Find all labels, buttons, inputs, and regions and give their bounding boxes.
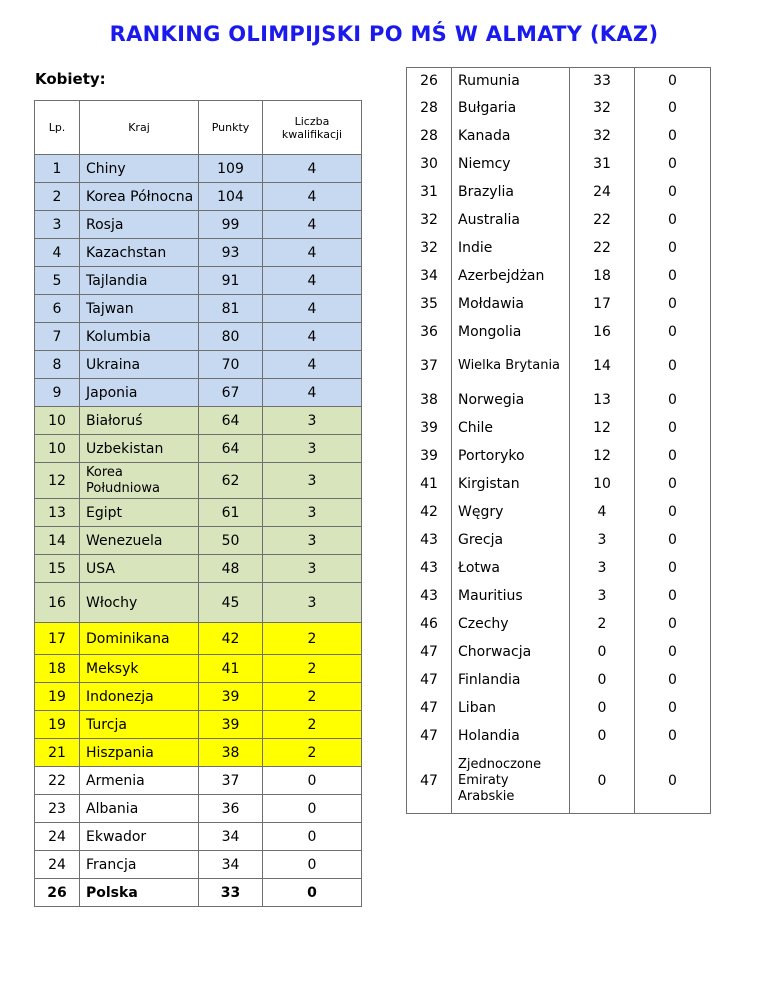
points-cell: 10 [570, 470, 635, 498]
right-table-row [407, 262, 711, 290]
rank-cell: 36 [407, 318, 452, 346]
country-cell: Polska [80, 879, 199, 907]
rank-cell: 5 [35, 267, 80, 295]
right-table-row [407, 94, 711, 122]
points-cell: 14 [570, 346, 635, 386]
qualifications-cell: 0 [635, 638, 711, 666]
points-cell: 0 [570, 638, 635, 666]
rank-cell: 21 [35, 739, 80, 767]
left-table-row [35, 267, 362, 295]
left-table-row [35, 239, 362, 267]
points-cell: 33 [570, 68, 635, 94]
right-table-row [407, 526, 711, 554]
country-cell: Finlandia [452, 666, 570, 694]
qualifications-cell: 0 [635, 442, 711, 470]
rank-cell: 15 [35, 555, 80, 583]
points-cell: 13 [570, 386, 635, 414]
points-cell: 0 [570, 722, 635, 750]
rank-cell: 26 [35, 879, 80, 907]
left-table-row [35, 435, 362, 463]
country-cell: Norwegia [452, 386, 570, 414]
qualifications-cell: 4 [263, 379, 362, 407]
right-table-row [407, 442, 711, 470]
qualifications-cell: 0 [635, 414, 711, 442]
points-cell: 80 [199, 323, 263, 351]
points-cell: 37 [199, 767, 263, 795]
right-table-row [407, 178, 711, 206]
left-table-row [35, 183, 362, 211]
points-cell: 33 [199, 879, 263, 907]
qualifications-cell: 0 [635, 234, 711, 262]
header-kraj: Kraj [80, 101, 199, 155]
points-cell: 3 [570, 526, 635, 554]
right-table-row [407, 750, 711, 814]
rank-cell: 22 [35, 767, 80, 795]
rank-cell: 16 [35, 583, 80, 623]
qualifications-cell: 3 [263, 435, 362, 463]
rank-cell: 19 [35, 711, 80, 739]
right-table-row [407, 694, 711, 722]
left-table-row [35, 767, 362, 795]
points-cell: 32 [570, 122, 635, 150]
qualifications-cell: 4 [263, 267, 362, 295]
left-table-row [35, 155, 362, 183]
points-cell: 3 [570, 554, 635, 582]
rank-cell: 32 [407, 206, 452, 234]
right-table-row [407, 498, 711, 526]
points-cell: 12 [570, 442, 635, 470]
country-cell: Węgry [452, 498, 570, 526]
points-cell: 109 [199, 155, 263, 183]
points-cell: 39 [199, 711, 263, 739]
right-table-row [407, 610, 711, 638]
country-cell: Chorwacja [452, 638, 570, 666]
rank-cell: 13 [35, 499, 80, 527]
points-cell: 24 [570, 178, 635, 206]
left-table-row [35, 851, 362, 879]
right-table-row [407, 346, 711, 386]
qualifications-cell: 4 [263, 295, 362, 323]
rank-cell: 30 [407, 150, 452, 178]
points-cell: 0 [570, 694, 635, 722]
qualifications-cell: 0 [263, 879, 362, 907]
header-kwalifikacje: Liczba kwalifikacji [263, 101, 362, 155]
country-cell: Dominikana [80, 623, 199, 655]
rank-cell: 24 [35, 823, 80, 851]
country-cell: Albania [80, 795, 199, 823]
qualifications-cell: 3 [263, 499, 362, 527]
qualifications-cell: 4 [263, 183, 362, 211]
country-cell: Turcja [80, 711, 199, 739]
table-header-row [35, 101, 362, 155]
rank-cell: 47 [407, 694, 452, 722]
points-cell: 41 [199, 655, 263, 683]
qualifications-cell: 0 [635, 150, 711, 178]
country-cell: Chiny [80, 155, 199, 183]
country-cell: Portoryko [452, 442, 570, 470]
country-cell: Brazylia [452, 178, 570, 206]
country-cell: Mołdawia [452, 290, 570, 318]
country-cell: Łotwa [452, 554, 570, 582]
rank-cell: 39 [407, 442, 452, 470]
qualifications-cell: 0 [635, 206, 711, 234]
left-table-row [35, 711, 362, 739]
points-cell: 50 [199, 527, 263, 555]
rank-cell: 18 [35, 655, 80, 683]
qualifications-cell: 0 [263, 823, 362, 851]
rank-cell: 2 [35, 183, 80, 211]
points-cell: 91 [199, 267, 263, 295]
rank-cell: 32 [407, 234, 452, 262]
points-cell: 17 [570, 290, 635, 318]
qualifications-cell: 0 [635, 178, 711, 206]
points-cell: 62 [199, 463, 263, 499]
points-cell: 38 [199, 739, 263, 767]
country-cell: Japonia [80, 379, 199, 407]
qualifications-cell: 0 [635, 722, 711, 750]
qualifications-cell: 0 [635, 470, 711, 498]
country-cell: Niemcy [452, 150, 570, 178]
qualifications-cell: 0 [635, 498, 711, 526]
rank-cell: 4 [35, 239, 80, 267]
left-table-row [35, 211, 362, 239]
points-cell: 2 [570, 610, 635, 638]
qualifications-cell: 0 [635, 526, 711, 554]
points-cell: 18 [570, 262, 635, 290]
right-table-row [407, 290, 711, 318]
left-table-row [35, 739, 362, 767]
rank-cell: 43 [407, 582, 452, 610]
points-cell: 45 [199, 583, 263, 623]
qualifications-cell: 0 [635, 262, 711, 290]
rank-cell: 12 [35, 463, 80, 499]
country-cell: Bułgaria [452, 94, 570, 122]
qualifications-cell: 0 [635, 68, 711, 94]
country-cell: Kolumbia [80, 323, 199, 351]
country-cell: Grecja [452, 526, 570, 554]
right-table-row [407, 206, 711, 234]
right-table-row [407, 470, 711, 498]
country-cell: Rumunia [452, 68, 570, 94]
rank-cell: 35 [407, 290, 452, 318]
rank-cell: 38 [407, 386, 452, 414]
country-cell: Uzbekistan [80, 435, 199, 463]
right-table-row [407, 722, 711, 750]
ranking-table-right [406, 67, 711, 814]
points-cell: 12 [570, 414, 635, 442]
rank-cell: 9 [35, 379, 80, 407]
left-table-row [35, 527, 362, 555]
points-cell: 64 [199, 435, 263, 463]
right-table-row [407, 122, 711, 150]
right-table-row [407, 150, 711, 178]
rank-cell: 26 [407, 68, 452, 94]
rank-cell: 39 [407, 414, 452, 442]
left-table-row [35, 463, 362, 499]
country-cell: Kanada [452, 122, 570, 150]
qualifications-cell: 2 [263, 739, 362, 767]
qualifications-cell: 0 [635, 666, 711, 694]
rank-cell: 19 [35, 683, 80, 711]
country-cell: Czechy [452, 610, 570, 638]
qualifications-cell: 3 [263, 463, 362, 499]
rank-cell: 10 [35, 435, 80, 463]
points-cell: 42 [199, 623, 263, 655]
points-cell: 34 [199, 823, 263, 851]
qualifications-cell: 0 [635, 318, 711, 346]
points-cell: 93 [199, 239, 263, 267]
points-cell: 22 [570, 206, 635, 234]
qualifications-cell: 0 [635, 122, 711, 150]
left-table-row [35, 795, 362, 823]
rank-cell: 47 [407, 750, 452, 814]
qualifications-cell: 0 [263, 767, 362, 795]
points-cell: 0 [570, 750, 635, 814]
rank-cell: 34 [407, 262, 452, 290]
points-cell: 61 [199, 499, 263, 527]
right-table-row [407, 234, 711, 262]
points-cell: 16 [570, 318, 635, 346]
left-table-row [35, 583, 362, 623]
header-lp: Lp. [35, 101, 80, 155]
rank-cell: 31 [407, 178, 452, 206]
header-punkty: Punkty [199, 101, 263, 155]
points-cell: 64 [199, 407, 263, 435]
rank-cell: 10 [35, 407, 80, 435]
qualifications-cell: 3 [263, 407, 362, 435]
qualifications-cell: 0 [635, 582, 711, 610]
points-cell: 48 [199, 555, 263, 583]
country-cell: Meksyk [80, 655, 199, 683]
points-cell: 31 [570, 150, 635, 178]
qualifications-cell: 0 [635, 290, 711, 318]
rank-cell: 23 [35, 795, 80, 823]
country-cell: Indie [452, 234, 570, 262]
country-cell: Rosja [80, 211, 199, 239]
points-cell: 32 [570, 94, 635, 122]
rank-cell: 28 [407, 122, 452, 150]
country-cell: Chile [452, 414, 570, 442]
qualifications-cell: 0 [635, 554, 711, 582]
left-table-row [35, 555, 362, 583]
points-cell: 99 [199, 211, 263, 239]
rank-cell: 43 [407, 526, 452, 554]
rank-cell: 17 [35, 623, 80, 655]
ranking-table-left [34, 100, 362, 907]
country-cell: Ukraina [80, 351, 199, 379]
points-cell: 81 [199, 295, 263, 323]
qualifications-cell: 2 [263, 711, 362, 739]
rank-cell: 3 [35, 211, 80, 239]
rank-cell: 42 [407, 498, 452, 526]
right-table-row [407, 68, 711, 94]
left-table-row [35, 655, 362, 683]
rank-cell: 6 [35, 295, 80, 323]
qualifications-cell: 0 [635, 386, 711, 414]
points-cell: 3 [570, 582, 635, 610]
country-cell: Włochy [80, 583, 199, 623]
qualifications-cell: 2 [263, 655, 362, 683]
country-cell: Wenezuela [80, 527, 199, 555]
country-cell: Azerbejdżan [452, 262, 570, 290]
left-table-row [35, 323, 362, 351]
left-table-row [35, 351, 362, 379]
country-cell: Białoruś [80, 407, 199, 435]
page-title: RANKING OLIMPIJSKI PO MŚ W ALMATY (KAZ) [109, 22, 659, 46]
left-table-row [35, 407, 362, 435]
rank-cell: 28 [407, 94, 452, 122]
rank-cell: 24 [35, 851, 80, 879]
country-cell: Australia [452, 206, 570, 234]
left-table-row [35, 499, 362, 527]
country-cell: Kirgistan [452, 470, 570, 498]
country-cell: Ekwador [80, 823, 199, 851]
points-cell: 22 [570, 234, 635, 262]
left-table-row [35, 295, 362, 323]
qualifications-cell: 0 [635, 694, 711, 722]
qualifications-cell: 0 [635, 610, 711, 638]
rank-cell: 47 [407, 638, 452, 666]
points-cell: 39 [199, 683, 263, 711]
country-cell: Mauritius [452, 582, 570, 610]
qualifications-cell: 4 [263, 239, 362, 267]
country-cell: Indonezja [80, 683, 199, 711]
country-cell: Korea Południowa [80, 463, 199, 499]
rank-cell: 41 [407, 470, 452, 498]
country-cell: USA [80, 555, 199, 583]
rank-cell: 46 [407, 610, 452, 638]
left-table-row [35, 823, 362, 851]
points-cell: 4 [570, 498, 635, 526]
country-cell: Tajlandia [80, 267, 199, 295]
qualifications-cell: 0 [263, 851, 362, 879]
qualifications-cell: 4 [263, 211, 362, 239]
points-cell: 67 [199, 379, 263, 407]
qualifications-cell: 3 [263, 527, 362, 555]
country-cell: Francja [80, 851, 199, 879]
country-cell: Armenia [80, 767, 199, 795]
left-table-row [35, 379, 362, 407]
rank-cell: 37 [407, 346, 452, 386]
points-cell: 0 [570, 666, 635, 694]
right-table-row [407, 386, 711, 414]
points-cell: 70 [199, 351, 263, 379]
qualifications-cell: 0 [635, 94, 711, 122]
country-cell: Holandia [452, 722, 570, 750]
points-cell: 36 [199, 795, 263, 823]
right-table-row [407, 318, 711, 346]
qualifications-cell: 0 [635, 346, 711, 386]
country-cell: Korea Północna [80, 183, 199, 211]
qualifications-cell: 3 [263, 555, 362, 583]
country-cell: Zjednoczone Emiraty Arabskie [452, 750, 570, 814]
country-cell: Liban [452, 694, 570, 722]
country-cell: Wielka Brytania [452, 346, 570, 386]
rank-cell: 1 [35, 155, 80, 183]
qualifications-cell: 3 [263, 583, 362, 623]
country-cell: Tajwan [80, 295, 199, 323]
rank-cell: 14 [35, 527, 80, 555]
country-cell: Kazachstan [80, 239, 199, 267]
rank-cell: 43 [407, 554, 452, 582]
points-cell: 34 [199, 851, 263, 879]
right-table-row [407, 638, 711, 666]
right-table-row [407, 414, 711, 442]
rank-cell: 7 [35, 323, 80, 351]
rank-cell: 8 [35, 351, 80, 379]
country-cell: Mongolia [452, 318, 570, 346]
right-table-row [407, 666, 711, 694]
left-table-row [35, 683, 362, 711]
qualifications-cell: 4 [263, 323, 362, 351]
qualifications-cell: 0 [635, 750, 711, 814]
country-cell: Hiszpania [80, 739, 199, 767]
left-table-row [35, 879, 362, 907]
section-subtitle: Kobiety: [35, 70, 106, 88]
qualifications-cell: 4 [263, 155, 362, 183]
points-cell: 104 [199, 183, 263, 211]
left-table-row [35, 623, 362, 655]
rank-cell: 47 [407, 722, 452, 750]
country-cell: Egipt [80, 499, 199, 527]
qualifications-cell: 4 [263, 351, 362, 379]
right-table-row [407, 582, 711, 610]
qualifications-cell: 2 [263, 683, 362, 711]
qualifications-cell: 2 [263, 623, 362, 655]
qualifications-cell: 0 [263, 795, 362, 823]
right-table-row [407, 554, 711, 582]
rank-cell: 47 [407, 666, 452, 694]
